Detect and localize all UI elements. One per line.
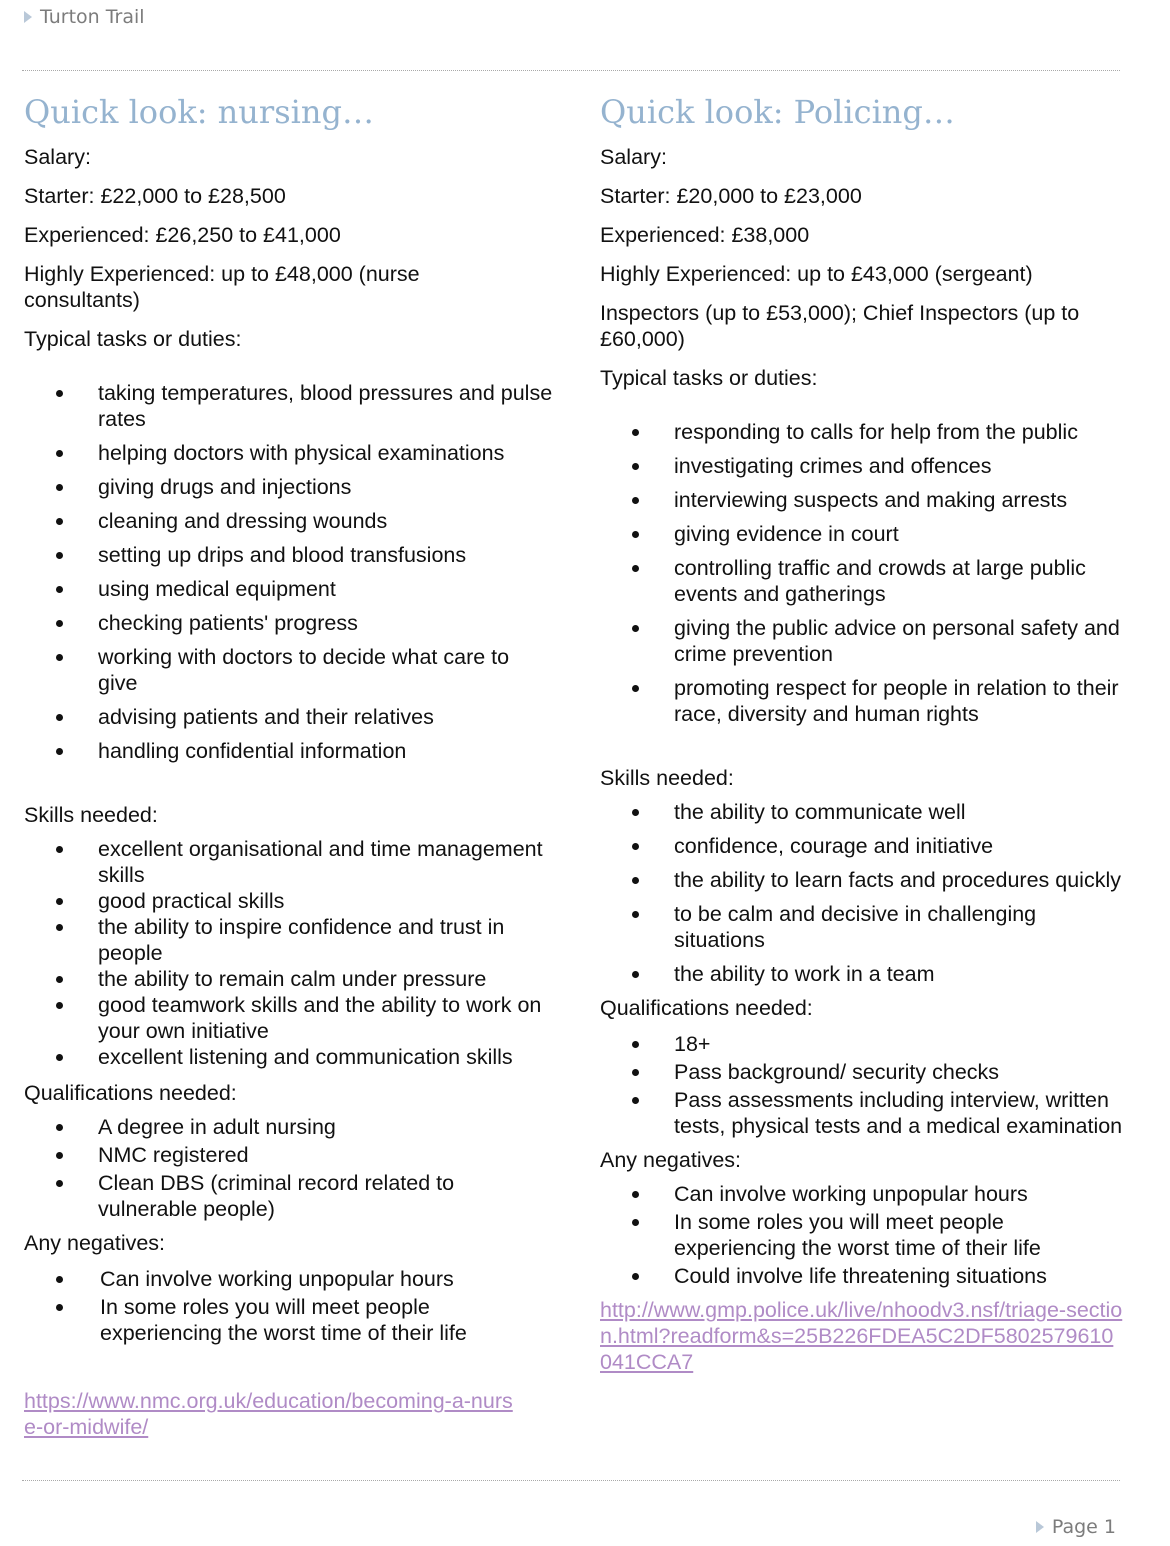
list-item: cleaning and dressing wounds xyxy=(24,508,554,534)
nursing-heading: Quick look: nursing… xyxy=(24,93,374,131)
list-item: giving evidence in court xyxy=(600,521,1125,547)
policing-negatives-list xyxy=(600,1181,1125,1289)
nursing-tasks-list xyxy=(24,380,554,764)
list-item: taking temperatures, blood pressures and pulse rates xyxy=(24,380,554,432)
nursing-negatives-label: Any negatives: xyxy=(24,1231,166,1255)
list-item: Pass assessments including interview, written tests, physical tests and a medical examination xyxy=(600,1087,1125,1139)
list-item: good teamwork skills and the ability to work on your own initiative xyxy=(24,992,554,1044)
list-item: the ability to work in a team xyxy=(600,961,1125,987)
list-item: In some roles you will meet people experiencing the worst time of their life xyxy=(24,1294,554,1346)
policing-tasks-label: Typical tasks or duties: xyxy=(600,366,818,390)
list-item: A degree in adult nursing xyxy=(24,1114,554,1140)
nursing-negatives-list xyxy=(24,1266,554,1346)
policing-skills-label: Skills needed: xyxy=(600,766,734,790)
nursing-skills-label: Skills needed: xyxy=(24,803,158,827)
nursing-quals-label: Qualifications needed: xyxy=(24,1081,237,1105)
page-footer xyxy=(1036,1516,1116,1538)
policing-link[interactable]: http://www.gmp.police.uk/live/nhoodv3.nsf/triage-section.html?readform&s=25B226FDEA5C2DF5802579610041CCA7 xyxy=(600,1298,1123,1374)
policing-skills-list xyxy=(600,799,1125,987)
page-number: Page 1 xyxy=(1051,1516,1116,1538)
list-item: controlling traffic and crowds at large public events and gatherings xyxy=(600,555,1125,607)
list-item: excellent organisational and time management skills xyxy=(24,836,554,888)
list-item: advising patients and their relatives xyxy=(24,704,554,730)
list-item: working with doctors to decide what care to give xyxy=(24,644,554,696)
header-divider xyxy=(22,70,1120,71)
footer-divider xyxy=(22,1480,1120,1481)
triangle-bullet-icon xyxy=(1036,1521,1044,1533)
list-item: to be calm and decisive in challenging situations xyxy=(600,901,1125,953)
list-item: investigating crimes and offences xyxy=(600,453,1125,479)
policing-quals-list xyxy=(600,1031,1125,1139)
list-item: the ability to inspire confidence and trust in people xyxy=(24,914,554,966)
list-item: helping doctors with physical examinations xyxy=(24,440,554,466)
list-item: promoting respect for people in relation to their race, diversity and human rights xyxy=(600,675,1125,727)
policing-quals-label: Qualifications needed: xyxy=(600,996,813,1020)
policing-negatives-label: Any negatives: xyxy=(600,1148,742,1172)
running-header xyxy=(24,4,145,30)
list-item: In some roles you will meet people experiencing the worst time of their life xyxy=(600,1209,1125,1261)
list-item: Clean DBS (criminal record related to vulnerable people) xyxy=(24,1170,554,1222)
list-item: giving drugs and injections xyxy=(24,474,554,500)
nursing-salary-starter: Starter: £22,000 to £28,500 xyxy=(24,184,286,208)
policing-column xyxy=(600,90,1125,1375)
policing-salary-label: Salary: xyxy=(600,145,667,169)
list-item: checking patients' progress xyxy=(24,610,554,636)
list-item: excellent listening and communication skills xyxy=(24,1044,554,1070)
list-item: giving the public advice on personal safety and crime prevention xyxy=(600,615,1125,667)
nursing-column xyxy=(24,90,554,1440)
list-item: interviewing suspects and making arrests xyxy=(600,487,1125,513)
list-item: responding to calls for help from the public xyxy=(600,419,1125,445)
list-item: the ability to remain calm under pressure xyxy=(24,966,554,992)
nursing-salary-experienced: Experienced: £26,250 to £41,000 xyxy=(24,223,341,247)
list-item: NMC registered xyxy=(24,1142,554,1168)
list-item: handling confidential information xyxy=(24,738,554,764)
nursing-salary-label: Salary: xyxy=(24,145,91,169)
list-item: setting up drips and blood transfusions xyxy=(24,542,554,568)
nursing-quals-list xyxy=(24,1114,554,1222)
policing-salary-inspectors: Inspectors (up to £53,000); Chief Inspectors (up to £60,000) xyxy=(600,301,1080,351)
list-item: 18+ xyxy=(600,1031,1125,1057)
nursing-link[interactable]: https://www.nmc.org.uk/education/becoming-a-nurse-or-midwife/ xyxy=(24,1389,513,1439)
list-item: Could involve life threatening situations xyxy=(600,1263,1125,1289)
list-item: Can involve working unpopular hours xyxy=(600,1181,1125,1207)
policing-salary-highly-experienced: Highly Experienced: up to £43,000 (sergeant) xyxy=(600,262,1033,286)
list-item: confidence, courage and initiative xyxy=(600,833,1125,859)
nursing-tasks-label: Typical tasks or duties: xyxy=(24,327,242,351)
list-item: the ability to communicate well xyxy=(600,799,1125,825)
policing-heading: Quick look: Policing… xyxy=(600,93,955,131)
list-item: using medical equipment xyxy=(24,576,554,602)
nursing-skills-list xyxy=(24,836,554,1070)
list-item: Can involve working unpopular hours xyxy=(24,1266,554,1292)
list-item: the ability to learn facts and procedures quickly xyxy=(600,867,1125,893)
list-item: good practical skills xyxy=(24,888,554,914)
list-item: Pass background/ security checks xyxy=(600,1059,1125,1085)
header-title: Turton Trail xyxy=(40,6,145,28)
triangle-bullet-icon xyxy=(24,11,32,23)
policing-tasks-list xyxy=(600,419,1125,727)
policing-salary-experienced: Experienced: £38,000 xyxy=(600,223,810,247)
nursing-salary-highly-experienced: Highly Experienced: up to £48,000 (nurse consultants) xyxy=(24,262,420,312)
policing-salary-starter: Starter: £20,000 to £23,000 xyxy=(600,184,862,208)
